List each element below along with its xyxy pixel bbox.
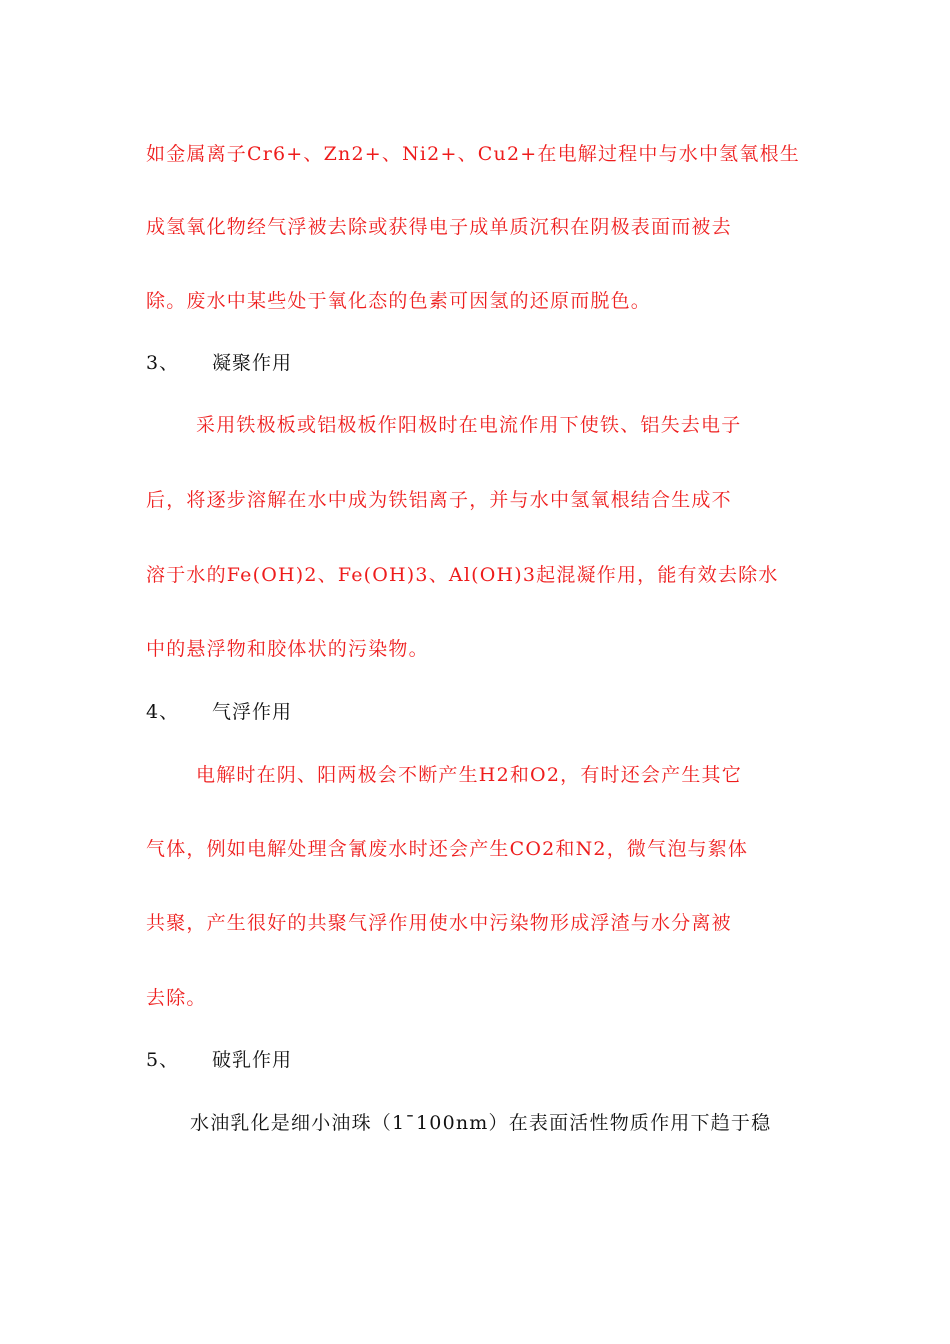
paragraph-line: 采用铁极板或铝极板作阳极时在电流作用下使铁、铝失去电子 <box>196 414 742 436</box>
section-title: 凝聚作用 <box>212 352 293 374</box>
paragraph-line: 如金属离子Cr6+、Zn2+、Ni2+、Cu2+在电解过程中与水中氢氧根生 <box>146 143 800 165</box>
paragraph-line: 去除。 <box>146 987 207 1009</box>
section-heading-4 <box>146 700 292 724</box>
section-number: 5、 <box>146 1049 180 1071</box>
paragraph-line: 中的悬浮物和胶体状的污染物。 <box>146 638 429 660</box>
paragraph-line: 电解时在阴、阳两极会不断产生H2和O2，有时还会产生其它 <box>196 764 742 786</box>
section-title: 破乳作用 <box>212 1049 293 1071</box>
paragraph-line: 水油乳化是细小油珠（1¯100nm）在表面活性物质作用下趋于稳 <box>190 1112 772 1134</box>
paragraph-line: 除。废水中某些处于氧化态的色素可因氢的还原而脱色。 <box>146 290 652 312</box>
section-number: 4、 <box>146 701 180 723</box>
paragraph-line: 成氢氧化物经气浮被去除或获得电子成单质沉积在阴极表面而被去 <box>146 216 732 238</box>
paragraph-line: 共聚，产生很好的共聚气浮作用使水中污染物形成浮渣与水分离被 <box>146 912 732 934</box>
paragraph-line: 溶于水的Fe(OH)2、Fe(OH)3、Al(OH)3起混凝作用，能有效去除水 <box>146 564 779 586</box>
paragraph-line: 气体，例如电解处理含氰废水时还会产生CO2和N2，微气泡与絮体 <box>146 838 749 860</box>
paragraph-line: 后，将逐步溶解在水中成为铁铝离子，并与水中氢氧根结合生成不 <box>146 489 732 511</box>
section-number: 3、 <box>146 352 180 374</box>
section-heading-3 <box>146 351 292 375</box>
section-title: 气浮作用 <box>212 701 293 723</box>
section-heading-5 <box>146 1048 292 1072</box>
